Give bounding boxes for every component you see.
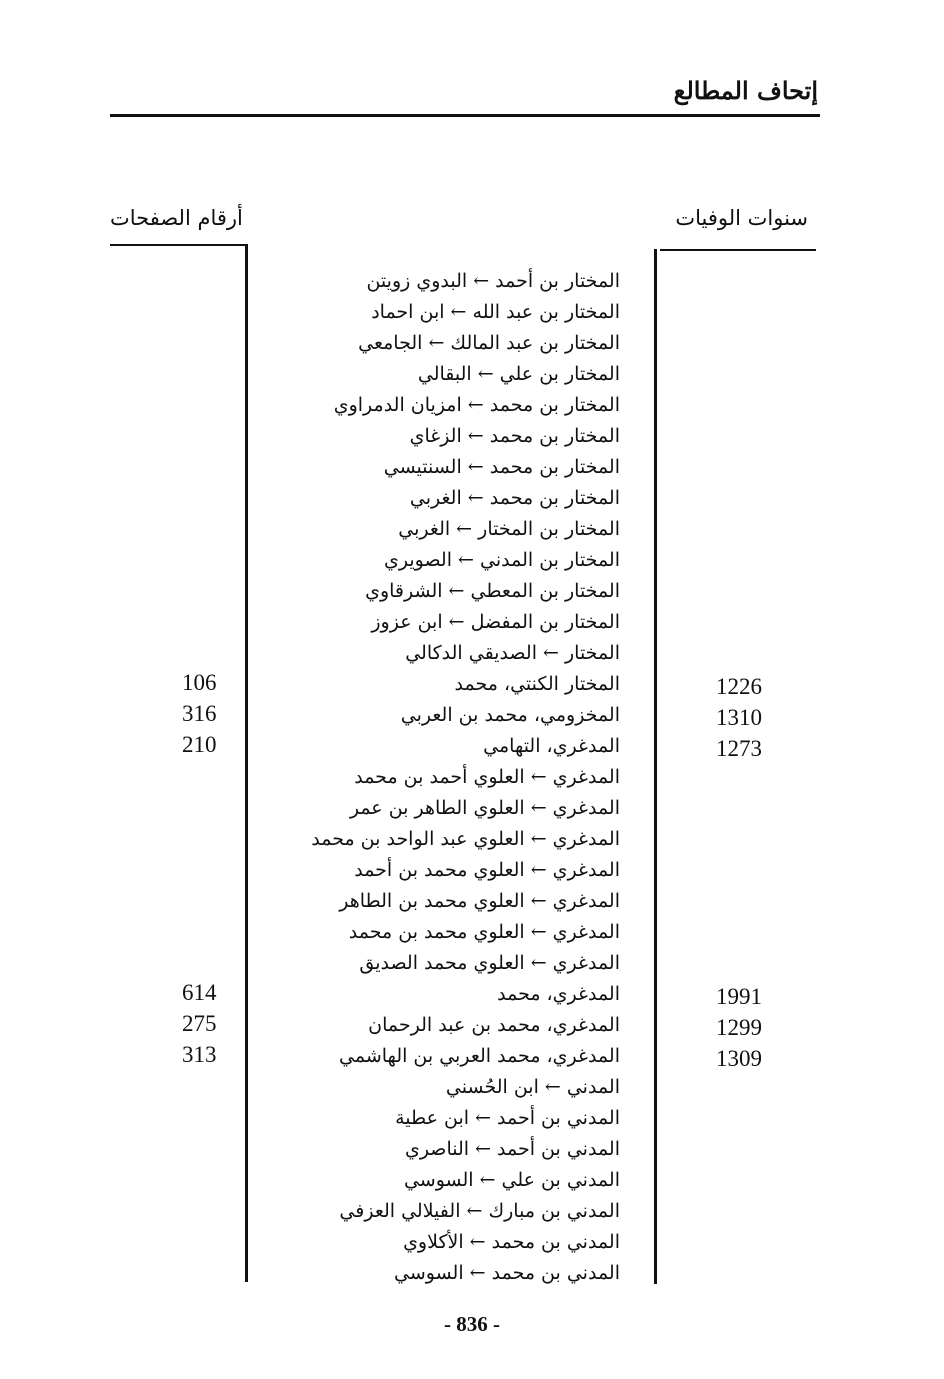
entry-death-year: 1226 [716,674,762,699]
entry-name: المختار بن أحمد ← البدوي زويتن [366,270,620,292]
entry-name: المختار بن محمد ← الزغاي [409,425,620,447]
entry-name: المدغري ← العلوي محمد بن الطاهر [339,890,620,912]
index-entry [250,1165,660,1196]
index-entry [250,514,660,545]
entry-name: المدغري، محمد العربي بن الهاشمي [339,1045,620,1067]
index-entry [182,731,762,762]
entry-name: المدني بن مبارك ← الفيلالي العزفي [339,1200,620,1222]
entry-name: المدني بن أحمد ← الناصري [404,1138,620,1160]
years-column-top-rule [660,249,816,251]
index-entry [250,390,660,421]
entry-name: المختار بن عبد الله ← ابن احماد [371,301,620,323]
entry-page-number: 313 [182,1042,217,1067]
entry-name: المختار بن محمد ← السنتيسي [383,456,620,478]
index-entry [250,1196,660,1227]
entry-name: المدغري ← العلوي محمد الصديق [359,952,620,974]
entry-name: المدني ← ابن الحُسني [445,1076,620,1098]
entry-name: المختار بن المختار ← الغربي [398,518,620,540]
index-entry [250,824,660,855]
index-entry [250,421,660,452]
entry-name: المختار بن محمد ← الغربي [409,487,620,509]
entry-name: المدغري ← العلوي الطاهر بن عمر [349,797,620,819]
entry-death-year: 1273 [716,736,762,761]
index-entry [250,297,660,328]
years-column-heading: سنوات الوفيات [675,206,808,230]
entry-name: المدغري ← العلوي محمد بن محمد [348,921,620,943]
index-entry [250,545,660,576]
entry-name: المختار بن علي ← البقالي [417,363,620,385]
entry-death-year: 1310 [716,705,762,730]
entry-name: المختار بن المعطي ← الشرقاوي [365,580,620,602]
entry-name: المدغري، محمد [497,983,620,1005]
index-entry [250,359,660,390]
index-entry [182,1010,762,1041]
pages-column-rule [245,244,248,1282]
entry-name: المدغري ← العلوي محمد بن أحمد [354,859,620,881]
index-entry [250,1227,660,1258]
entry-name: المختار بن عبد المالك ← الجامعي [358,332,620,354]
index-entry [250,328,660,359]
entry-name: المدغري ← العلوي عبد الواحد بن محمد [311,828,620,850]
index-entry [250,762,660,793]
index-entry [250,1072,660,1103]
pages-column-top-rule [110,244,248,246]
index-entry [250,886,660,917]
entry-name: المخزومي، محمد بن العربي [400,704,620,726]
running-head-title: إتحاف المطالع [673,76,818,105]
entry-name: المختار بن المدني ← الصويري [384,549,620,571]
index-entry [250,1103,660,1134]
entry-name: المختار الكنتي، محمد [454,673,620,695]
index-entry [250,266,660,297]
index-entry [250,638,660,669]
entry-death-year: 1991 [716,984,762,1009]
pages-column-heading: أرقام الصفحات [110,206,243,230]
entry-page-number: 614 [182,980,217,1005]
index-entry [250,452,660,483]
index-entry [250,1134,660,1165]
entry-name: المدني بن محمد ← السوسي [394,1262,620,1284]
index-entry [182,1041,762,1072]
entry-name: المدني بن محمد ← الأكلاوي [403,1231,620,1253]
index-entry [250,607,660,638]
index-entry [182,669,762,700]
index-entry [250,855,660,886]
entry-page-number: 106 [182,670,217,695]
index-entry [250,917,660,948]
page-number: - 836 - [444,1312,500,1336]
entry-death-year: 1299 [716,1015,762,1040]
index-entry [182,700,762,731]
entry-name: المدني بن أحمد ← ابن عطية [395,1107,620,1129]
entry-page-number: 316 [182,701,217,726]
entry-page-number: 210 [182,732,217,757]
index-entry [250,793,660,824]
entry-name: المدغري، التهامي [483,735,620,757]
entry-name: المدني بن علي ← السوسي [403,1169,620,1191]
entry-page-number: 275 [182,1011,217,1036]
index-entry [250,948,660,979]
entry-name: المختار ← الصديقي الدكالي [405,642,620,664]
entry-name: المختار بن المفضل ← ابن عزوز [371,611,620,633]
header-rule [110,114,820,117]
entry-death-year: 1309 [716,1046,762,1071]
index-entry [182,979,762,1010]
entry-name: المدغري، محمد بن عبد الرحمان [368,1014,620,1036]
index-entry [250,483,660,514]
entry-name: المختار بن محمد ← امزيان الدمراوي [333,394,620,416]
index-entry [250,576,660,607]
index-entries [182,266,762,1289]
index-entry [250,1258,660,1289]
entry-name: المدغري ← العلوي أحمد بن محمد [354,766,620,788]
